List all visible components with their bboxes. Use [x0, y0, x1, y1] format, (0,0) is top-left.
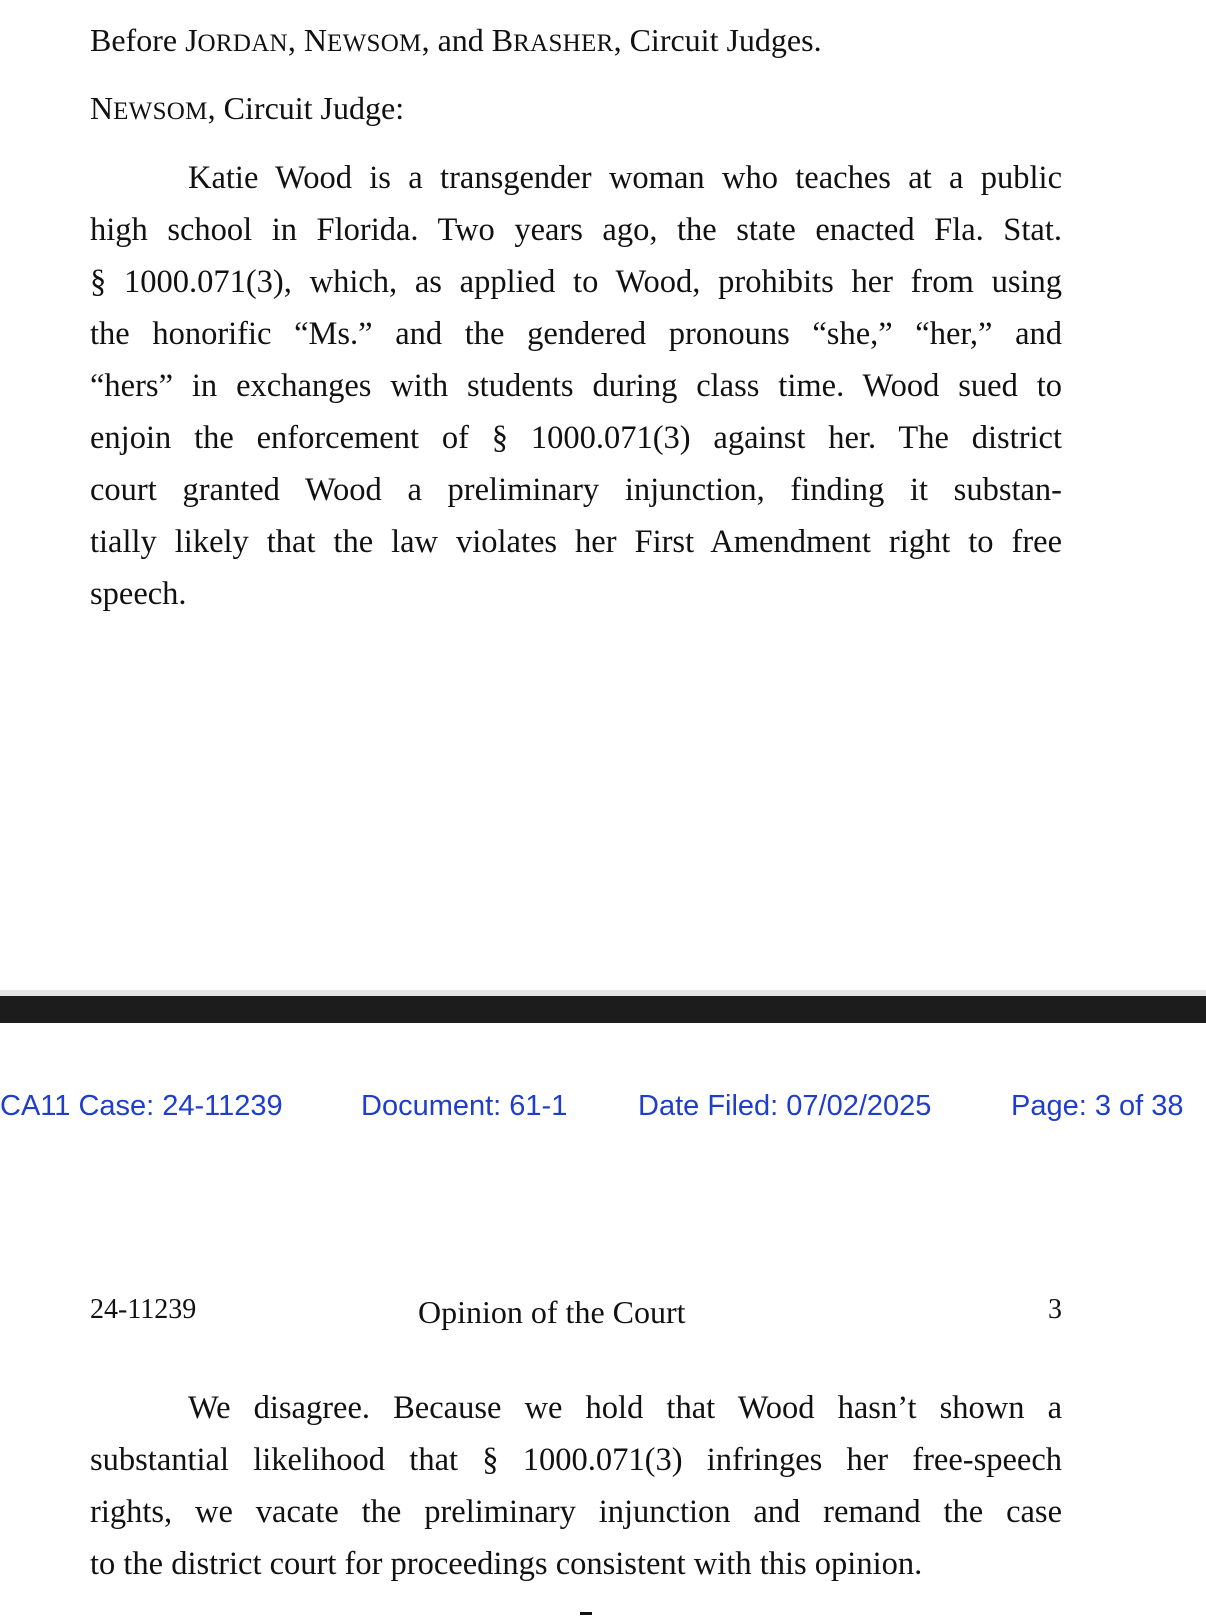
judge-brasher-initial: B: [491, 22, 514, 58]
paragraph-line: enjoin the enforcement of § 1000.071(3) against her. The district: [90, 420, 1062, 456]
panel-separator-2: , and: [421, 22, 492, 58]
case-header: [0, 1090, 1206, 1134]
paragraph-line: Katie Wood is a transgender woman who teaches at a public: [188, 160, 1062, 196]
panel-before: Before: [90, 22, 178, 58]
paragraph-line: substantial likelihood that § 1000.071(3) infringes her free-speech: [90, 1442, 1062, 1478]
paragraph-line: “hers” in exchanges with students during class time. Wood sued to: [90, 368, 1062, 404]
author-rest: EWSOM: [113, 98, 208, 125]
running-head: [90, 1294, 1062, 1340]
running-head-title: Opinion of the Court: [418, 1294, 686, 1330]
panel-suffix: , Circuit Judges.: [613, 22, 822, 58]
paragraph-line: high school in Florida. Two years ago, the state enacted Fla. Stat.: [90, 212, 1062, 248]
paragraph-line: rights, we vacate the preliminary injunction and remand the case: [90, 1494, 1062, 1530]
date-filed: Date Filed: 07/02/2025: [638, 1090, 932, 1122]
judge-jordan-initial: J: [185, 22, 198, 58]
judge-newsom-initial: N: [303, 22, 328, 58]
author-suffix: , Circuit Judge:: [207, 90, 405, 126]
opinion-paragraph-2: [90, 1382, 1062, 1590]
paragraph-line: to the district court for proceedings consistent with this opinion.: [90, 1546, 923, 1582]
page-count: Page: 3 of 38: [1011, 1090, 1184, 1122]
page-separator: [0, 996, 1206, 1023]
panel-separator-1: ,: [287, 22, 304, 58]
panel-line: [90, 20, 822, 64]
running-head-docket: 24-11239: [90, 1294, 197, 1325]
paragraph-line: speech.: [90, 576, 187, 612]
author-line: [90, 88, 404, 132]
document-number: Document: 61-1: [361, 1090, 568, 1122]
paragraph-line: the honorific “Ms.” and the gendered pronouns “she,” “her,” and: [90, 316, 1062, 352]
paragraph-line: § 1000.071(3), which, as applied to Wood, prohibits her from using: [90, 264, 1062, 300]
opinion-paragraph-1: [90, 152, 1062, 620]
paragraph-line: tially likely that the law violates her First Amendment right to free: [90, 524, 1062, 560]
judge-newsom-rest: EWSOM: [327, 30, 422, 57]
paragraph-line: We disagree. Because we hold that Wood hasn’t shown a: [188, 1390, 1062, 1426]
judge-brasher-rest: RASHER: [513, 30, 614, 57]
cut-off-glyph: [580, 1612, 592, 1615]
author-initial: N: [90, 90, 114, 126]
judge-jordan-rest: ORDAN: [197, 30, 288, 57]
case-number: CA11 Case: 24-11239: [0, 1090, 283, 1122]
paragraph-line: court granted Wood a preliminary injunction, finding it substan-: [90, 472, 1062, 508]
running-head-page-number: 3: [1048, 1294, 1062, 1325]
